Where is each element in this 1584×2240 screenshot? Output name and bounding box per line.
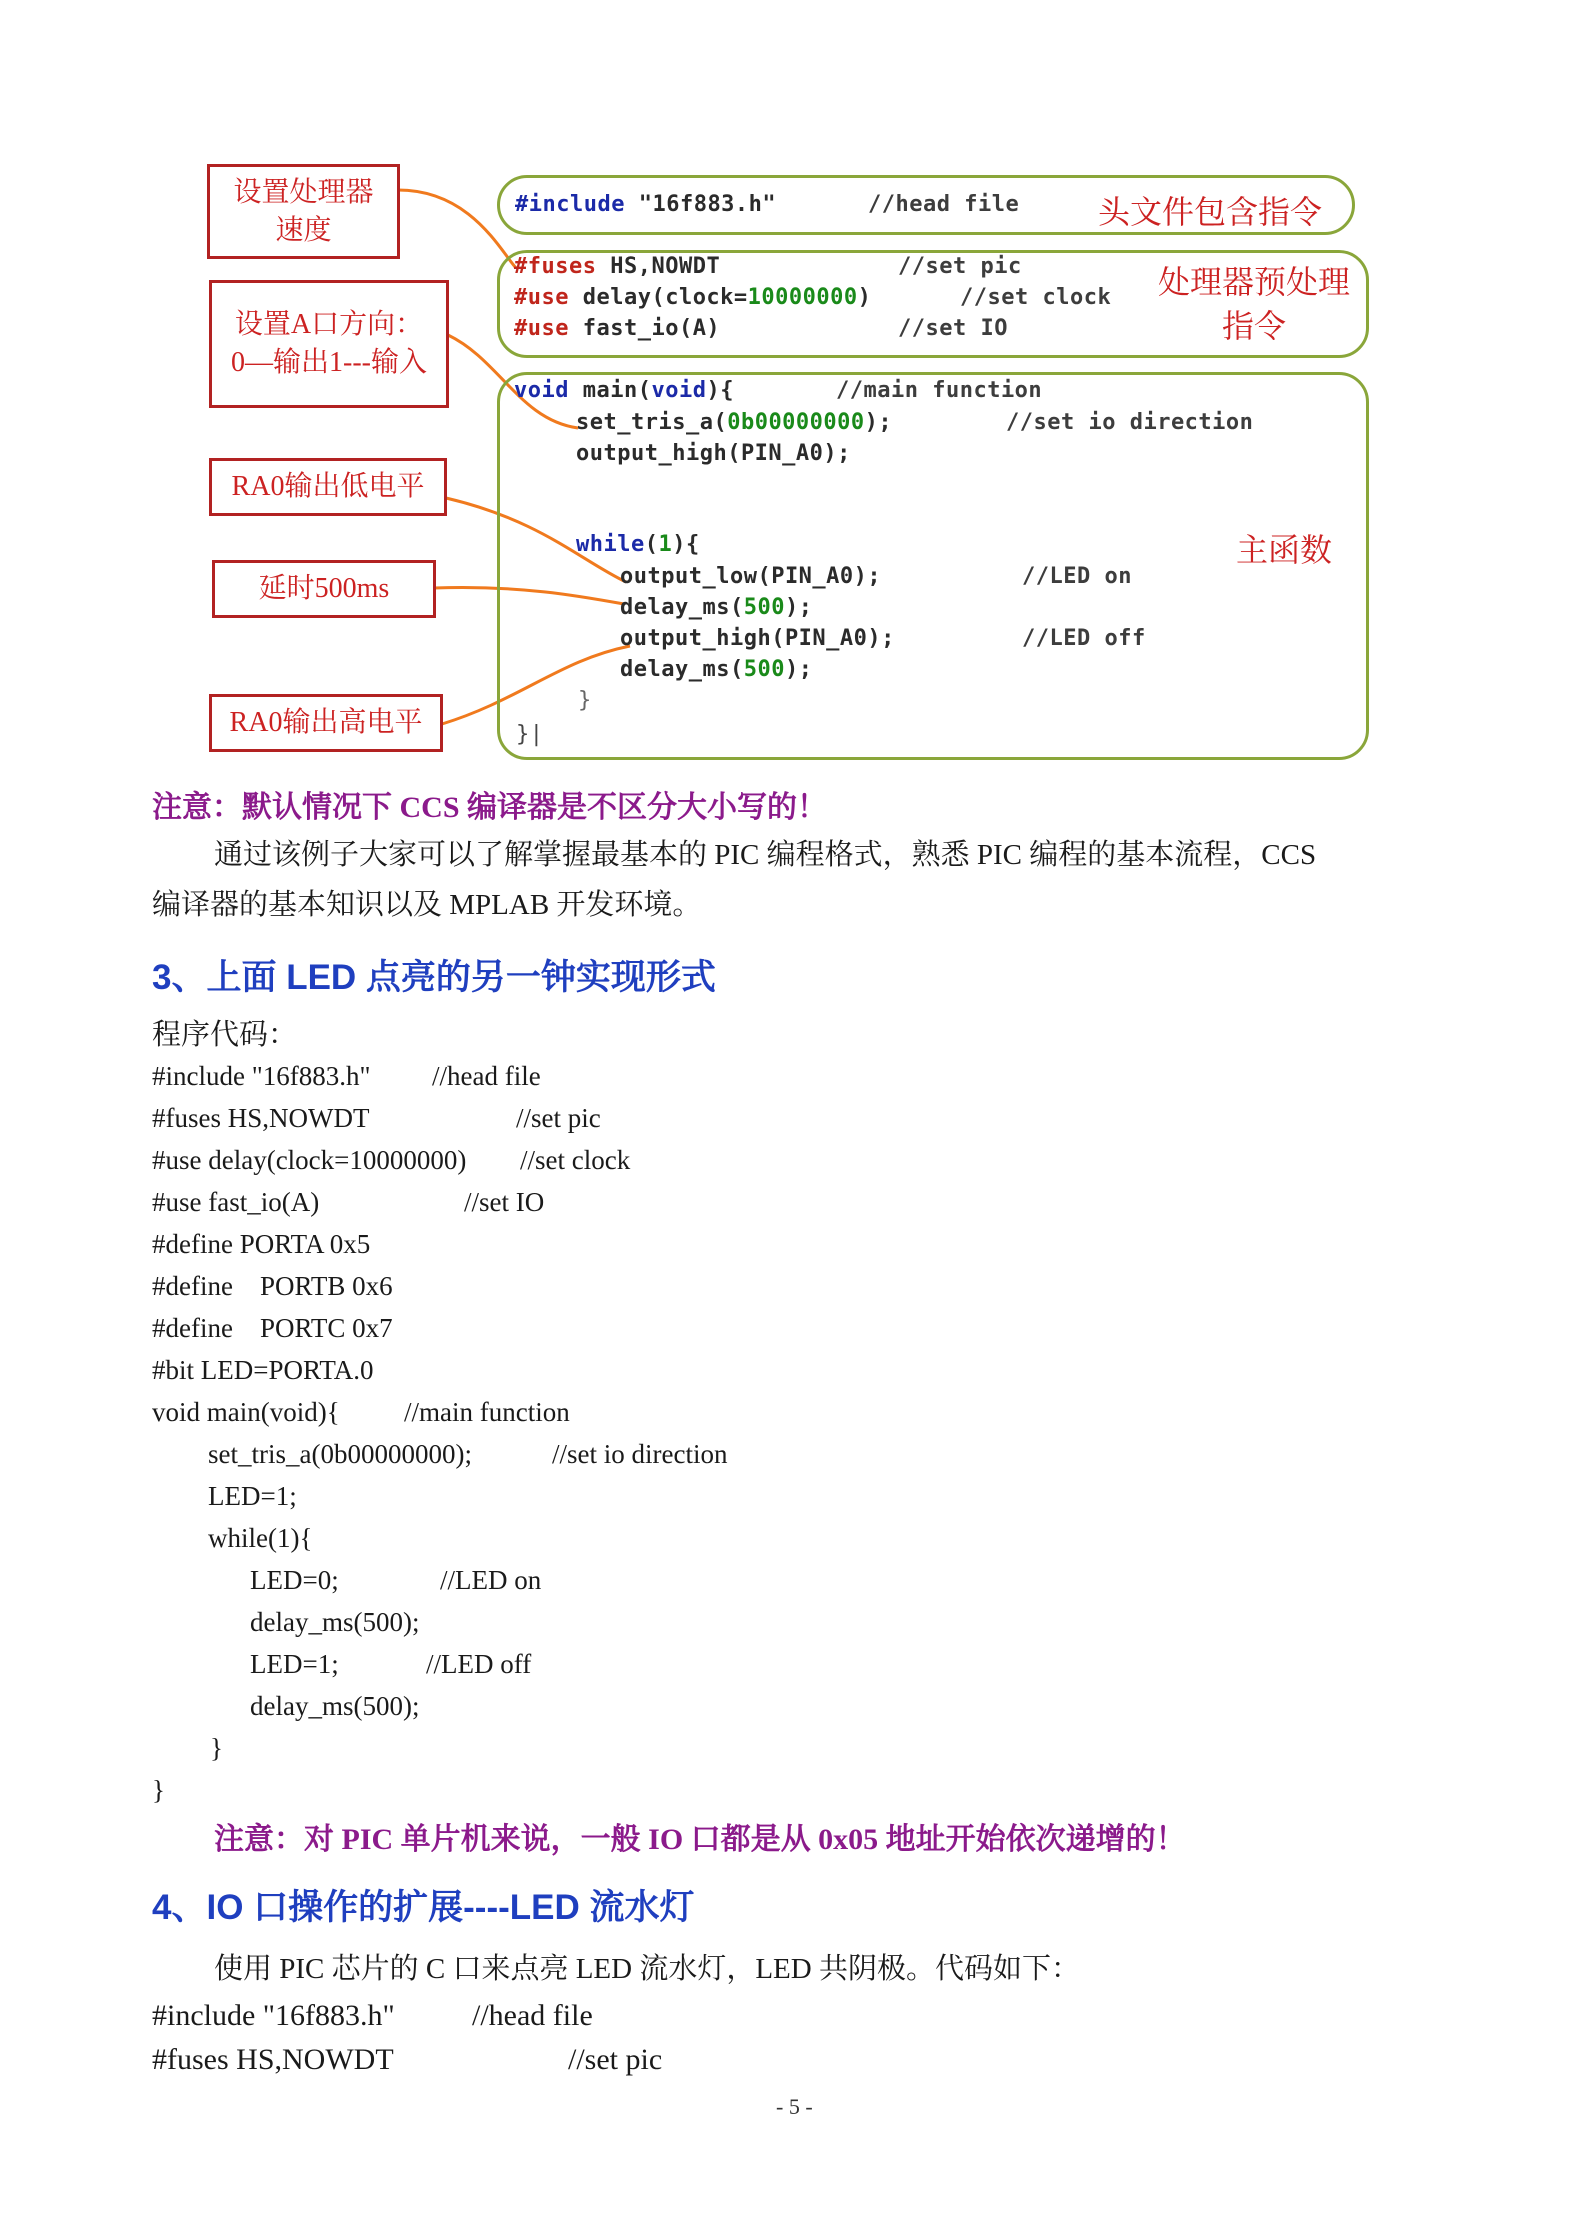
label-preprocessor <box>1148 260 1360 348</box>
code-output-high: output_high(PIN_A0); <box>620 626 895 651</box>
code-line: while(1){ <box>208 1523 313 1553</box>
code-line: void main(void){ //main function <box>152 1397 570 1427</box>
callout-ra0-low <box>209 458 447 516</box>
callout-ra0-high <box>209 694 443 752</box>
code-line: } <box>152 1775 165 1805</box>
code-line: #define PORTC 0x7 <box>152 1313 393 1343</box>
callout-line: 设置处理器 <box>233 176 374 208</box>
code-line: #bit LED=PORTA.0 <box>152 1355 374 1385</box>
paragraph-line: 使用 PIC 芯片的 C 口来点亮 LED 流水灯，LED 共阴极。代码如下： <box>214 1953 1080 1985</box>
code-line: #fuses HS,NOWDT //set pic <box>152 1103 601 1133</box>
callout-line: RA0输出低电平 <box>231 471 425 502</box>
paragraph-line: 编译器的基本知识以及 MPLAB 开发环境。 <box>152 889 702 921</box>
label-main-function: 主函数 <box>1236 532 1333 568</box>
code-close-outer: }| <box>516 722 544 747</box>
code-line: delay_ms(500); <box>250 1607 420 1637</box>
code-output-low: output_low(PIN_A0); <box>620 564 882 589</box>
code-main-comment: //main function <box>836 378 1043 403</box>
paragraph-line: 通过该例子大家可以了解掌握最基本的 PIC 编程格式，熟悉 PIC 编程的基本流程，CCS <box>214 839 1317 871</box>
callout-line: RA0输出高电平 <box>229 707 423 738</box>
code-use-delay-comment: //set clock <box>960 285 1112 310</box>
callout-line: 延时500ms <box>258 573 390 604</box>
code-close-inner: } <box>578 688 592 713</box>
callout-processor-speed <box>207 164 400 259</box>
code-delay-1: delay_ms(500); <box>620 595 813 620</box>
code-fuses: #fuses HS,NOWDT <box>514 254 721 279</box>
code-line: #define PORTB 0x6 <box>152 1271 393 1301</box>
label-line: 指令 <box>1221 308 1286 344</box>
program-label: 程序代码： <box>152 1019 298 1051</box>
page-number: - 5 - <box>776 2094 813 2119</box>
code-set-tris: set_tris_a(0b00000000); <box>576 410 893 435</box>
code-line: #include "16f883.h" //head file <box>152 1061 541 1091</box>
note-case-insensitive: 注意：默认情况下 CCS 编译器是不区分大小写的！ <box>152 791 828 824</box>
code-main: void main(void){ <box>514 378 734 403</box>
code-use-fastio: #use fast_io(A) <box>514 316 721 341</box>
annotated-code-figure <box>0 0 1584 770</box>
callout-line: 设置A口方向： <box>234 309 424 340</box>
section-heading-3: 3、上面 LED 点亮的另一钟实现形式 <box>152 958 716 997</box>
code-line: #use delay(clock=10000000) //set clock <box>152 1145 631 1175</box>
code-line: } <box>210 1733 223 1763</box>
code-line: #include "16f883.h" //head file <box>152 1999 593 2032</box>
code-use-delay: #use delay(clock=10000000) <box>514 285 872 310</box>
code-line: #use fast_io(A) //set IO <box>152 1187 545 1217</box>
code-include-comment: //head file <box>868 192 1020 217</box>
label-header-include: 头文件包含指令 <box>1098 194 1323 230</box>
section-heading-4: 4、IO 口操作的扩展----LED 流水灯 <box>152 1888 695 1927</box>
callout-delay <box>212 560 436 618</box>
code-fuses-comment: //set pic <box>898 254 1022 279</box>
code-line: LED=0; //LED on <box>250 1565 542 1595</box>
code-use-fastio-comment: //set IO <box>898 316 1008 341</box>
code-line: #fuses HS,NOWDT //set pic <box>152 2043 663 2076</box>
code-include: #include "16f883.h" <box>515 192 777 217</box>
callout-line: 速度 <box>275 214 332 246</box>
callout-line: 0—输出1---输入 <box>231 347 427 378</box>
code-output-high-init: output_high(PIN_A0); <box>576 441 851 466</box>
code-while: while(1){ <box>576 532 700 557</box>
code-line: LED=1; <box>208 1481 297 1511</box>
code-line: set_tris_a(0b00000000); //set io direction <box>208 1439 728 1469</box>
code-delay-2: delay_ms(500); <box>620 657 813 682</box>
code-output-high-comment: //LED off <box>1022 626 1146 651</box>
code-line: delay_ms(500); <box>250 1691 420 1721</box>
callout-port-direction <box>209 280 449 408</box>
note-io-address: 注意：对 PIC 单片机来说，一般 IO 口都是从 0x05 地址开始依次递增的！ <box>214 1823 1186 1856</box>
label-line: 处理器预处理 <box>1157 264 1350 300</box>
code-output-low-comment: //LED on <box>1022 564 1132 589</box>
code-line: LED=1; //LED off <box>250 1649 532 1679</box>
code-set-tris-comment: //set io direction <box>1006 410 1254 435</box>
code-line: #define PORTA 0x5 <box>152 1229 371 1259</box>
